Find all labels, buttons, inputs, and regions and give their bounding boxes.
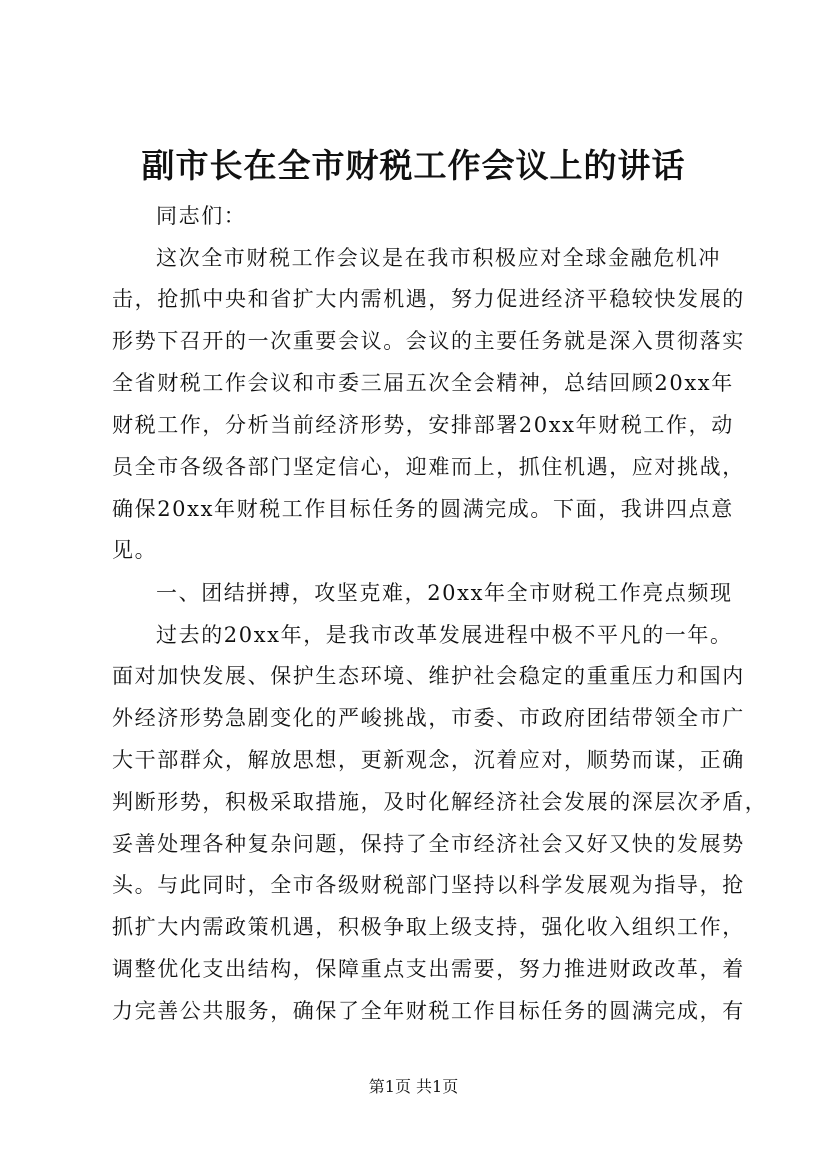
document-title: 副市长在全市财税工作会议上的讲话 (141, 146, 686, 185)
body-line: 抓扩大内需政策机遇，积极争取上级支持，强化收入组织工作， (112, 915, 745, 939)
body-line: 大干部群众，解放思想，更新观念，沉着应对，顺势而谋，正确 (112, 748, 745, 772)
body-line: 妥善处理各种复杂问题，保持了全市经济社会又好又快的发展势 (112, 832, 745, 856)
body-line: 确保20xx年财税工作目标任务的圆满完成。下面，我讲四点意 (112, 497, 734, 521)
body-line: 外经济形势急剧变化的严峻挑战，市委、市政府团结带领全市广 (112, 706, 745, 730)
body-line: 判断形势，积极采取措施，及时化解经济社会发展的深层次矛盾， (112, 790, 768, 814)
body-line: 头。与此同时，全市各级财税部门坚持以科学发展观为指导，抢 (112, 873, 745, 897)
body-line: 调整优化支出结构，保障重点支出需要，努力推进财政改革，着 (112, 957, 745, 981)
body-line: 面对加快发展、保护生态环境、维护社会稳定的重重压力和国内 (112, 664, 745, 688)
body-line: 见。 (112, 538, 158, 562)
body-line: 这次全市财税工作会议是在我市积极应对全球金融危机冲 (156, 246, 721, 270)
body-line: 全省财税工作会议和市委三届五次全会精神，总结回顾20xx年 (112, 371, 734, 395)
section-heading: 一、团结拼搏，攻坚克难，20xx年全市财税工作亮点频现 (156, 581, 733, 605)
body-line: 员全市各级各部门坚定信心，迎难而上，抓住机遇，应对挑战， (112, 455, 745, 479)
body-line: 形势下召开的一次重要会议。会议的主要任务就是深入贯彻落实 (112, 329, 745, 353)
body-line: 力完善公共服务，确保了全年财税工作目标任务的圆满完成，有 (112, 999, 745, 1023)
greeting-line: 同志们： (156, 204, 247, 228)
body-line: 财税工作，分析当前经济形势，安排部署20xx年财税工作，动 (112, 413, 734, 437)
page-number-footer: 第1页 共1页 (368, 1077, 459, 1096)
body-line: 过去的20xx年，是我市改革发展进程中极不平凡的一年。 (156, 623, 733, 647)
body-line: 击，抢抓中央和省扩大内需机遇，努力促进经济平稳较快发展的 (112, 287, 745, 311)
